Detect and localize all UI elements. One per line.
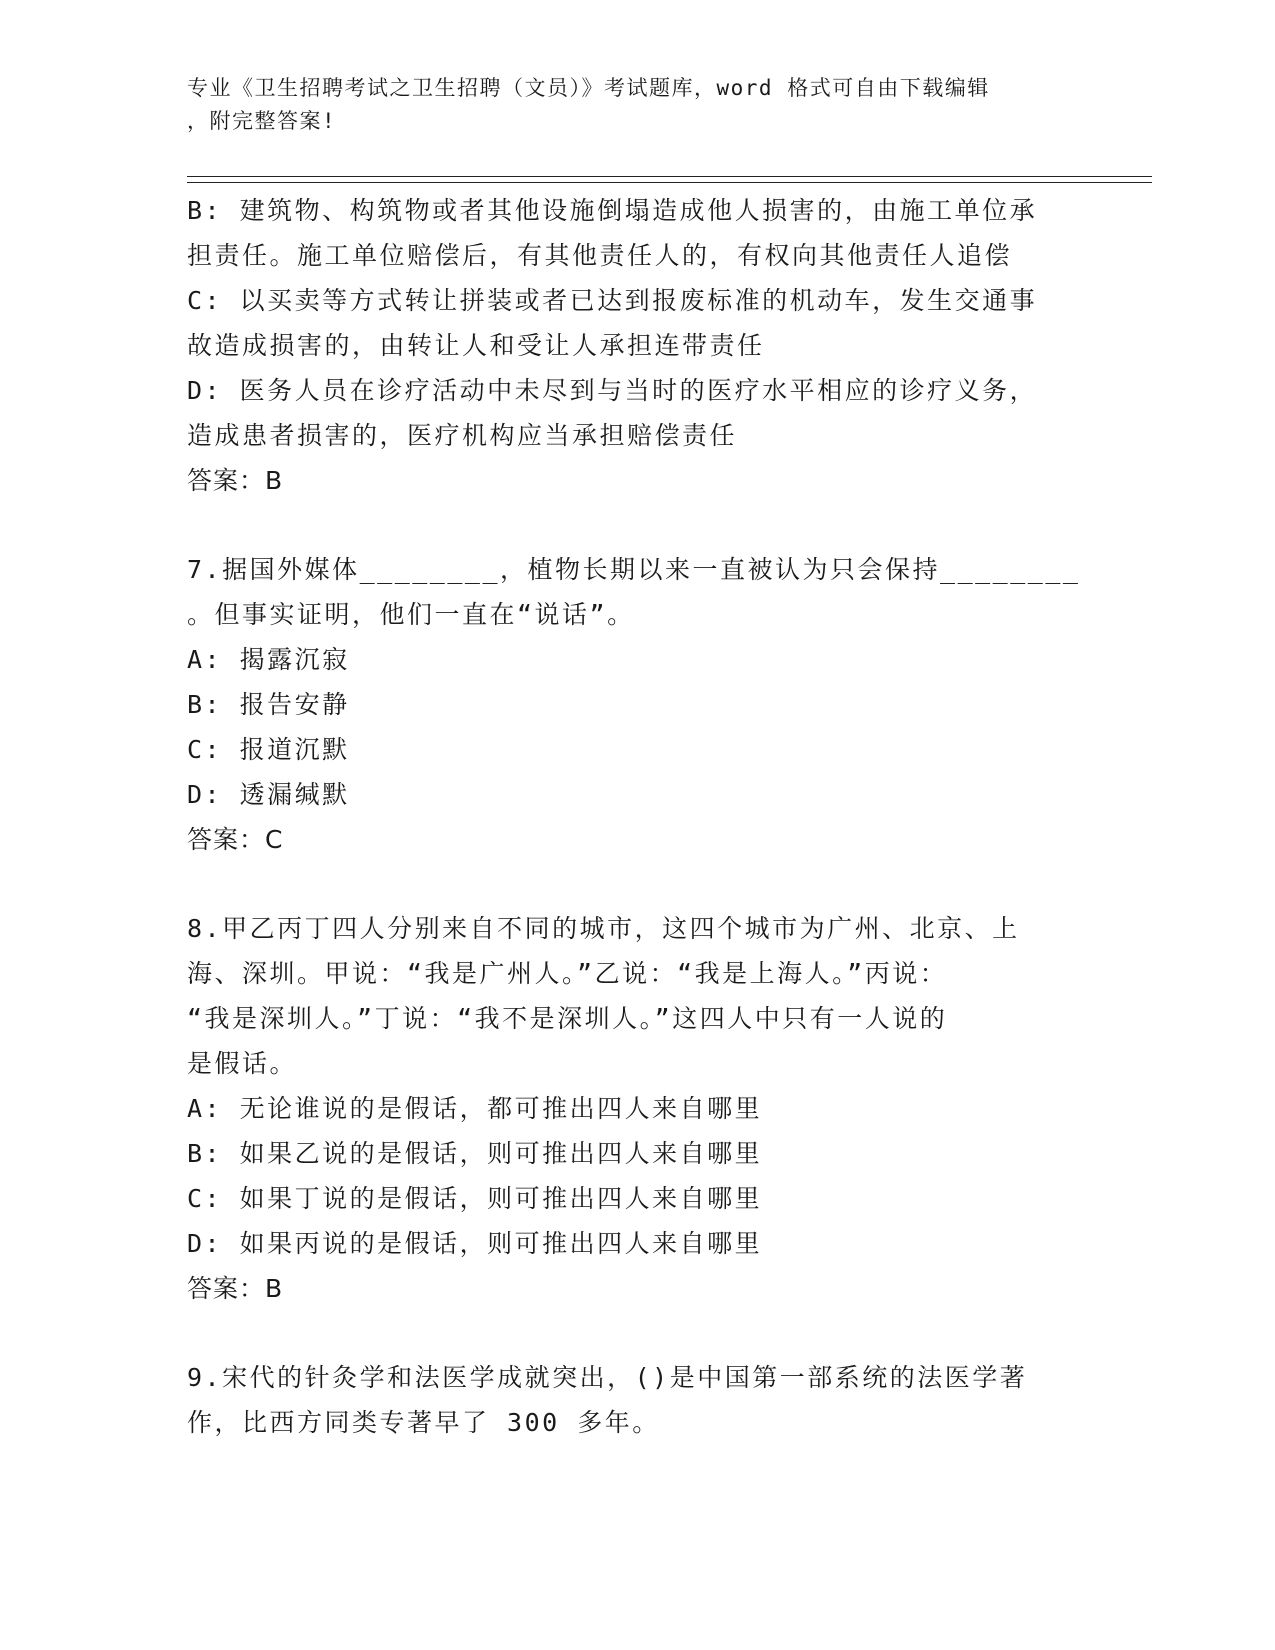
question-7-stem-line-2: 。但事实证明，他们一直在“说话”。 [187, 600, 635, 629]
answer-q8: 答案：B [187, 1274, 284, 1303]
question-7-option-c: C: 报道沉默 [187, 735, 350, 764]
header-divider-bottom [187, 182, 1152, 183]
question-9 [187, 1355, 1087, 1445]
question-8-option-c: C: 如果丁说的是假话，则可推出四人来自哪里 [187, 1184, 763, 1213]
option-b-line-1: B: 建筑物、构筑物或者其他设施倒塌造成他人损害的，由施工单位承 [187, 196, 1038, 225]
page-header [187, 72, 1067, 138]
question-8-option-a: A: 无论谁说的是假话，都可推出四人来自哪里 [187, 1094, 763, 1123]
spacer [187, 1311, 1087, 1355]
option-d-line-2: 造成患者损害的，医疗机构应当承担赔偿责任 [187, 421, 738, 450]
header-line-2: ，附完整答案! [187, 109, 337, 133]
question-9-stem-line-1: 9.宋代的针灸学和法医学成就突出，()是中国第一部系统的法医学著 [187, 1363, 1028, 1392]
option-c-line-2: 故造成损害的，由转让人和受让人承担连带责任 [187, 331, 765, 360]
header-divider-top [187, 176, 1152, 177]
answer-q7: 答案：C [187, 825, 284, 854]
spacer [187, 503, 1087, 547]
question-7-option-d: D: 透漏缄默 [187, 780, 350, 809]
question-7-option-b: B: 报告安静 [187, 690, 350, 719]
question-7-stem-line-1: 7.据国外媒体________，植物长期以来一直被认为只会保持________ [187, 555, 1081, 584]
question-6-tail [187, 188, 1087, 503]
question-content [187, 188, 1087, 1445]
question-8-stem-line-3: “我是深圳人。”丁说：“我不是深圳人。”这四人中只有一人说的 [187, 1004, 948, 1033]
question-8-option-b: B: 如果乙说的是假话，则可推出四人来自哪里 [187, 1139, 763, 1168]
question-7 [187, 547, 1087, 862]
option-d-line-1: D: 医务人员在诊疗活动中未尽到与当时的医疗水平相应的诊疗义务， [187, 376, 1038, 405]
spacer [187, 862, 1087, 906]
question-8-option-d: D: 如果丙说的是假话，则可推出四人来自哪里 [187, 1229, 763, 1258]
question-8-stem-line-4: 是假话。 [187, 1049, 298, 1078]
question-8-stem-line-2: 海、深圳。甲说：“我是广州人。”乙说：“我是上海人。”丙说： [187, 959, 948, 988]
question-7-option-a: A: 揭露沉寂 [187, 645, 350, 674]
question-9-stem-line-2: 作，比西方同类专著早了 300 多年。 [187, 1408, 660, 1437]
question-8-stem-line-1: 8.甲乙丙丁四人分别来自不同的城市，这四个城市为广州、北京、上 [187, 914, 1020, 943]
answer-q6: 答案：B [187, 466, 284, 495]
option-b-line-2: 担责任。施工单位赔偿后，有其他责任人的，有权向其他责任人追偿 [187, 241, 1013, 270]
header-line-1: 专业《卫生招聘考试之卫生招聘（文员）》考试题库，word 格式可自由下载编辑 [187, 76, 990, 100]
option-c-line-1: C: 以买卖等方式转让拼装或者已达到报废标准的机动车，发生交通事 [187, 286, 1038, 315]
question-8 [187, 906, 1087, 1311]
